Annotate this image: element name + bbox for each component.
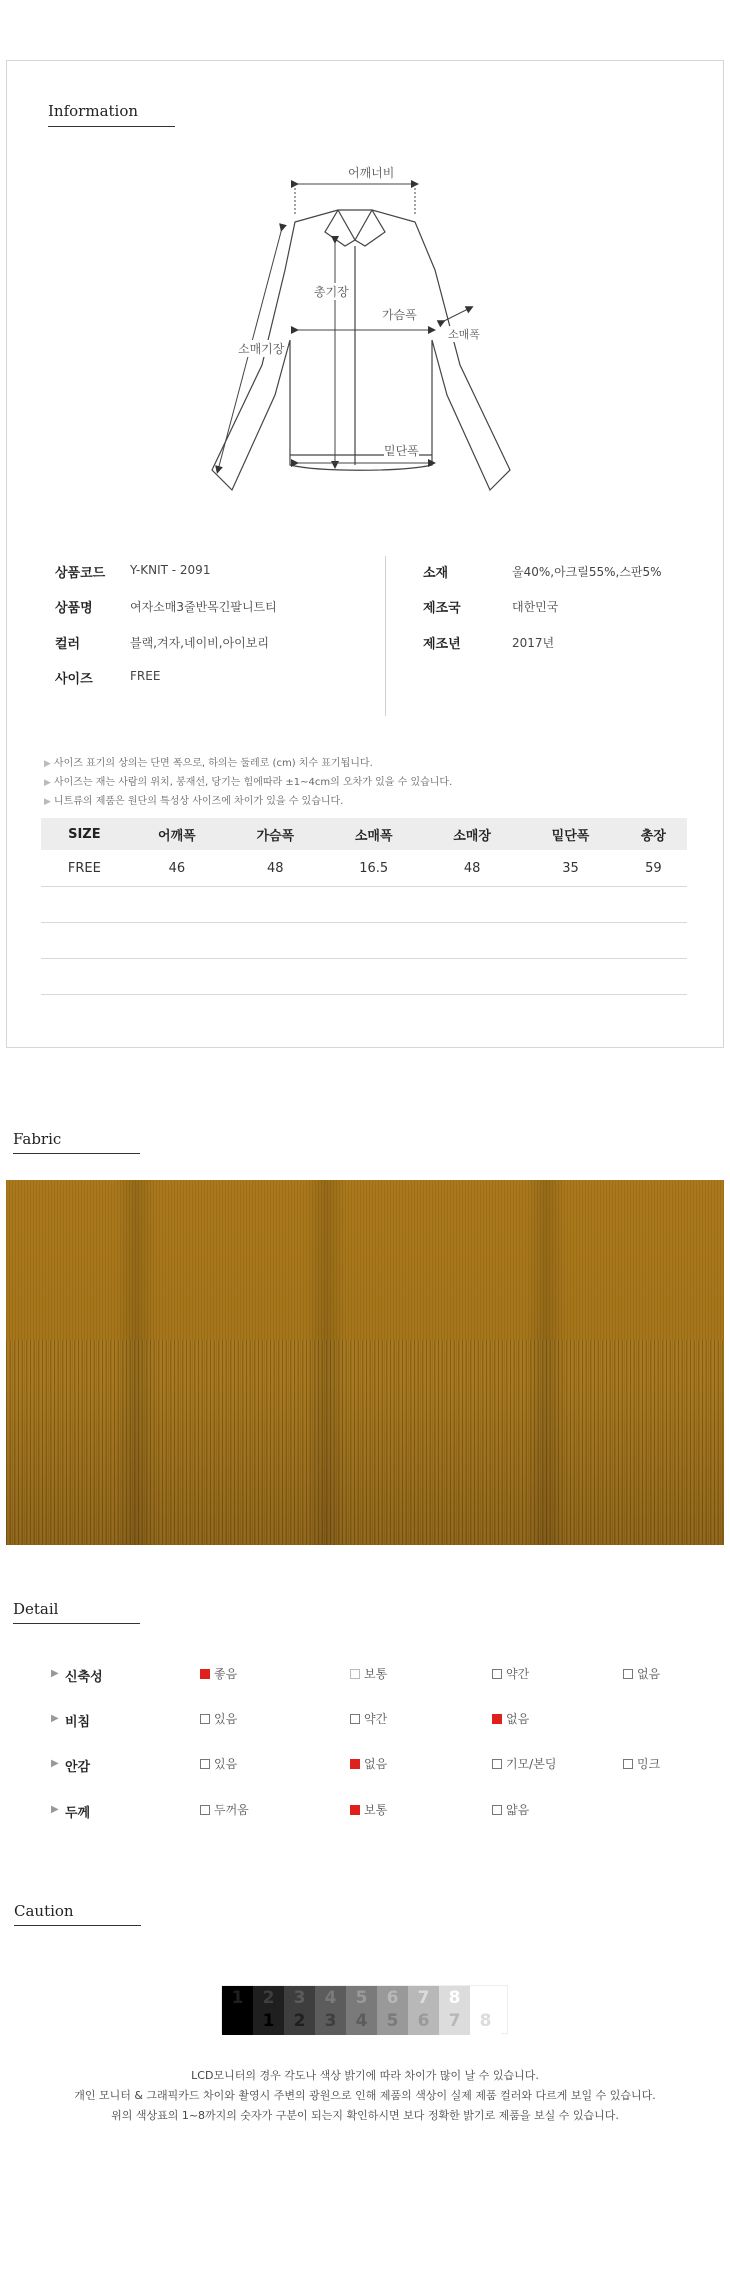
empty-table-row [41,959,687,995]
checkbox-icon [350,1805,360,1815]
spec-value-year: 2017년 [512,636,555,650]
information-title-underline [48,126,175,127]
row-bullet-icon: ▶ [51,1758,59,1769]
label-hem: 밑단폭 [384,444,419,458]
information-title: Information [48,102,139,120]
checkbox-icon [623,1759,633,1769]
detail-label-sheer: 비침 [65,1715,91,1730]
label-shoulder: 어깨너비 [348,166,395,180]
option-stretch-good: 좋음 [200,1665,237,1682]
option-lining-none: 없음 [350,1755,387,1772]
caution-title: Caution [14,1902,74,1920]
table-cell: 35 [521,850,619,887]
option-stretch-slight: 약간 [492,1665,529,1682]
gray-number-top: 8 [448,1988,461,2008]
checkbox-icon [492,1714,502,1724]
gray-number-bottom: 4 [355,2011,368,2031]
option-lining-yes: 있음 [200,1755,237,1772]
size-table [41,818,687,995]
checkbox-icon [492,1805,502,1815]
spec-value-color: 블랙,겨자,네이비,아이보리 [130,636,269,650]
gray-number-top: 5 [355,1988,368,2008]
caution-line-1: LCD모니터의 경우 각도나 색상 밝기에 따라 차이가 많이 날 수 있습니다. [191,2069,539,2082]
size-table-header [41,818,687,850]
table-cell: 48 [423,850,521,887]
size-table-header-cell: 소매폭 [324,818,422,850]
checkbox-icon [623,1669,633,1679]
checkbox-icon [350,1714,360,1724]
gray-number-top: 6 [386,1988,399,2008]
note-bullet-icon: ▶ [44,797,51,807]
option-thickness-thick: 두꺼움 [200,1801,249,1818]
size-table-header-cell: SIZE [41,818,128,850]
detail-label-thickness: 두께 [65,1806,91,1821]
label-sleeve-width: 소매폭 [448,328,480,341]
detail-title-underline [13,1623,140,1624]
gray-number-top: 4 [324,1988,337,2008]
option-stretch-none: 없음 [623,1665,660,1682]
size-note-1: ▶ 사이즈 표기의 상의는 단면 폭으로, 하의는 둘레로 (cm) 치수 표기됩니다. [44,758,373,769]
size-table-header-cell: 밑단폭 [521,818,619,850]
table-cell: FREE [41,850,128,887]
caution-line-3: 위의 색상표의 1~8까지의 숫자가 구분이 되는지 확인하시면 보다 정확한 밝기로 제품을 보실 수 있습니다. [111,2109,619,2122]
option-sheer-slight: 약간 [350,1710,387,1727]
option-stretch-normal: 보통 [350,1665,387,1682]
spec-label-size: 사이즈 [55,672,93,687]
gray-number-bottom: 7 [448,2011,461,2031]
gray-number-bottom: 6 [417,2011,430,2031]
detail-title: Detail [13,1600,59,1618]
size-table-header-cell: 가슴폭 [226,818,324,850]
gray-number-top: 1 [231,1988,244,2008]
option-lining-mink: 밍크 [623,1755,660,1772]
gray-number-top: 7 [417,1988,430,2008]
checkbox-icon [200,1759,210,1769]
checkbox-icon [350,1669,360,1679]
spec-value-name: 여자소매3줄반목긴팔니트티 [130,600,277,614]
gray-number-bottom: 3 [324,2011,337,2031]
checkbox-icon [350,1759,360,1769]
gray-number-top: 2 [262,1988,275,2008]
caution-title-underline [14,1925,141,1926]
size-table-header-cell: 총장 [620,818,687,850]
gray-number-top: 3 [293,1988,306,2008]
detail-label-stretch: 신축성 [65,1670,103,1685]
empty-table-row [41,887,687,923]
table-row [41,850,687,887]
detail-label-lining: 안감 [65,1760,91,1775]
checkbox-icon [200,1714,210,1724]
gray-number-bottom: 8 [479,2011,492,2031]
checkbox-icon [200,1805,210,1815]
checkbox-icon [200,1669,210,1679]
fabric-title: Fabric [13,1130,62,1148]
label-chest: 가슴폭 [382,308,417,322]
row-bullet-icon: ▶ [51,1804,59,1815]
option-lining-brushed: 기모/본딩 [492,1755,556,1772]
spec-label-color: 컬러 [55,637,81,652]
note-bullet-icon: ▶ [44,759,51,769]
option-sheer-yes: 있음 [200,1710,237,1727]
option-thickness-thin: 얇음 [492,1801,529,1818]
spec-value-code: Y-KNIT - 2091 [130,563,211,577]
table-cell: 48 [226,850,324,887]
garment-diagram [210,160,530,495]
gray-number-bottom: 2 [293,2011,306,2031]
size-table-header-cell: 소매장 [423,818,521,850]
size-table-header-cell: 어깨폭 [128,818,226,850]
spec-label-year: 제조년 [423,637,461,652]
spec-value-material: 울40%,아크릴55%,스판5% [512,565,662,579]
size-note-2: ▶ 사이즈는 재는 사람의 위치, 봉재선, 당기는 힘에따라 ±1~4cm의 오차가 있을 수 있습니다. [44,777,453,788]
checkbox-icon [492,1759,502,1769]
fabric-title-underline [13,1153,140,1154]
gray-scale-chart [221,1985,508,2034]
option-sheer-none: 없음 [492,1710,529,1727]
spec-label-country: 제조국 [423,601,461,616]
option-thickness-normal: 보통 [350,1801,387,1818]
row-bullet-icon: ▶ [51,1713,59,1724]
fabric-rib-texture [6,1340,724,1545]
spec-value-size: FREE [130,669,161,683]
spec-divider [385,556,386,716]
caution-line-2: 개인 모니터 & 그래픽카드 차이와 촬영시 주변의 광원으로 인해 제품의 색상이 실제 제품 컬러와 다르게 보일 수 있습니다. [74,2089,656,2102]
table-cell: 16.5 [324,850,422,887]
row-bullet-icon: ▶ [51,1668,59,1679]
label-total-length: 총기장 [314,285,349,299]
table-cell: 46 [128,850,226,887]
size-note-3: ▶ 니트류의 제품은 원단의 특성상 사이즈에 차이가 있을 수 있습니다. [44,796,344,807]
checkbox-icon [492,1669,502,1679]
spec-label-material: 소재 [423,566,449,581]
empty-table-row [41,923,687,959]
table-cell: 59 [620,850,687,887]
spec-value-country: 대한민국 [512,600,559,614]
spec-label-code: 상품코드 [55,566,106,581]
note-bullet-icon: ▶ [44,778,51,788]
gray-number-bottom: 1 [262,2011,275,2031]
label-sleeve-length: 소매기장 [238,342,285,356]
spec-label-name: 상품명 [55,601,93,616]
gray-number-bottom: 5 [386,2011,399,2031]
